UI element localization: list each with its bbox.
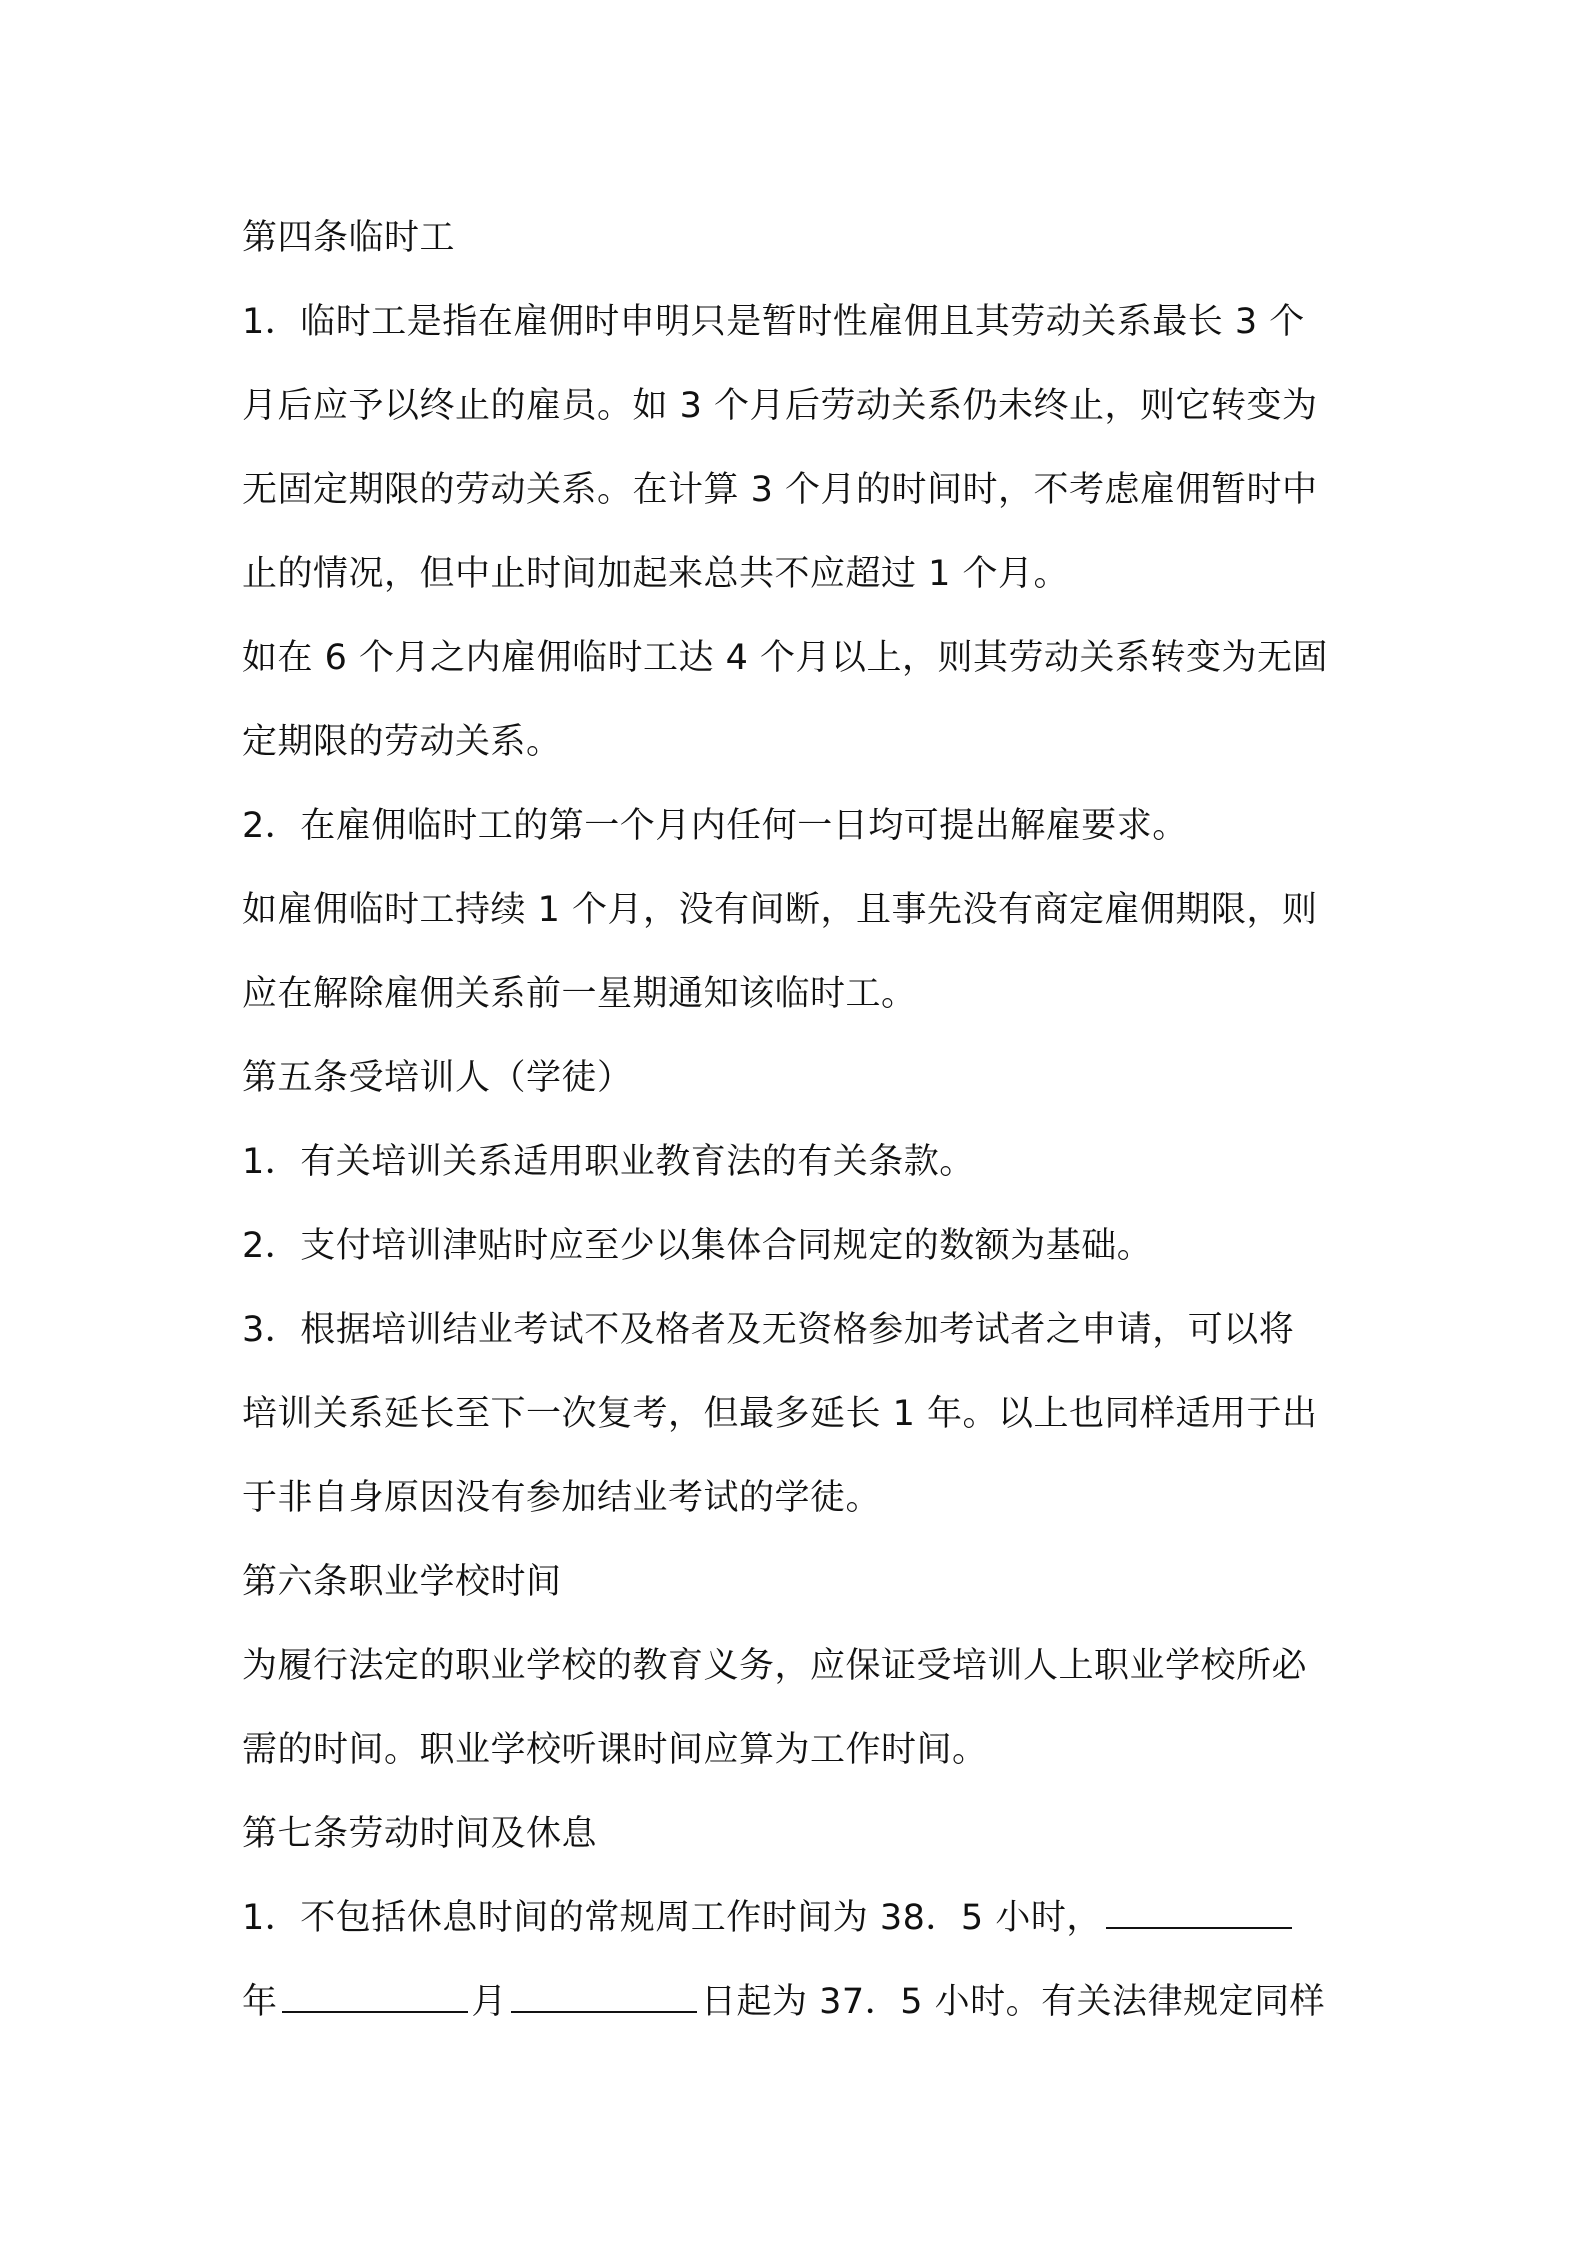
paragraph-line: 于非自身原因没有参加结业考试的学徒。 xyxy=(242,1478,882,1518)
paragraph-line: 如雇佣临时工持续 1 个月，没有间断，且事先没有商定雇佣期限，则 xyxy=(242,890,1318,930)
paragraph-line: 应在解除雇佣关系前一星期通知该临时工。 xyxy=(242,974,917,1014)
paragraph-line-with-date-blanks xyxy=(242,1960,1362,2044)
month-label: 月 xyxy=(471,1982,508,2022)
paragraph-line: 需的时间。职业学校听课时间应算为工作时间。 xyxy=(242,1730,988,1770)
fill-in-blank-month xyxy=(511,1981,697,2013)
fill-in-blank xyxy=(1106,1897,1292,1929)
fill-in-blank-year xyxy=(282,1981,468,2013)
paragraph-line: 止的情况，但中止时间加起来总共不应超过 1 个月。 xyxy=(242,554,1070,594)
paragraph-line: 1．有关培训关系适用职业教育法的有关条款。 xyxy=(242,1142,975,1182)
line-text: 1．不包括休息时间的常规周工作时间为 38．5 小时， xyxy=(242,1898,1102,1938)
paragraph-line: 无固定期限的劳动关系。在计算 3 个月的时间时，不考虑雇佣暂时中 xyxy=(242,470,1318,510)
paragraph-line: 月后应予以终止的雇员。如 3 个月后劳动关系仍未终止，则它转变为 xyxy=(242,386,1318,426)
heading-article-7: 第七条劳动时间及休息 xyxy=(242,1814,598,1854)
document-body xyxy=(242,196,1362,2044)
heading-article-4: 第四条临时工 xyxy=(242,218,456,258)
paragraph-line-with-blank xyxy=(242,1876,1362,1960)
year-label: 年 xyxy=(242,1982,278,2022)
paragraph-line: 定期限的劳动关系。 xyxy=(242,722,562,762)
heading-article-6: 第六条职业学校时间 xyxy=(242,1562,562,1602)
paragraph-line: 为履行法定的职业学校的教育义务，应保证受培训人上职业学校所必 xyxy=(242,1646,1308,1686)
paragraph-line: 3．根据培训结业考试不及格者及无资格参加考试者之申请，可以将 xyxy=(242,1310,1295,1350)
paragraph-line: 2．在雇佣临时工的第一个月内任何一日均可提出解雇要求。 xyxy=(242,806,1188,846)
paragraph-line: 2．支付培训津贴时应至少以集体合同规定的数额为基础。 xyxy=(242,1226,1153,1266)
heading-article-5: 第五条受培训人（学徒） xyxy=(242,1058,633,1098)
paragraph-line: 1．临时工是指在雇佣时申明只是暂时性雇佣且其劳动关系最长 3 个 xyxy=(242,302,1305,342)
paragraph-line: 如在 6 个月之内雇佣临时工达 4 个月以上，则其劳动关系转变为无固 xyxy=(242,638,1329,678)
paragraph-line: 培训关系延长至下一次复考，但最多延长 1 年。以上也同样适用于出 xyxy=(242,1394,1318,1434)
line-text: 日起为 37．5 小时。有关法律规定同样 xyxy=(701,1982,1326,2022)
